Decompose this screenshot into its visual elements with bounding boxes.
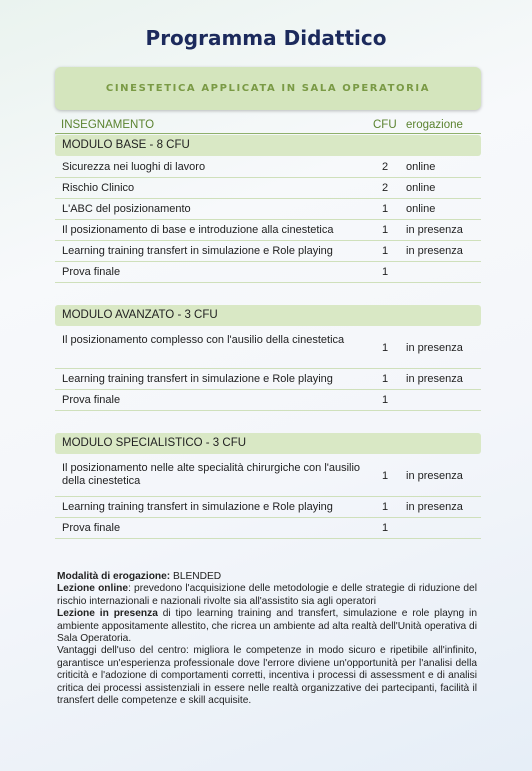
row-cfu: 2 — [381, 182, 389, 194]
row-mode: online — [406, 161, 436, 173]
row-cfu: 1 — [381, 470, 389, 482]
presenza-text: di tipo learning training and transfert, simulazione e role playng in ambiente appositamente allestito, che ricrea un ambiente ad alta realtà dell'Unità operativa di Sala Operatoria. — [57, 608, 477, 645]
row-mode: in presenza — [406, 224, 463, 236]
table-row — [55, 199, 481, 220]
header-divider — [55, 133, 481, 134]
column-header-erogazione: erogazione — [406, 119, 463, 131]
row-name: Sicurezza nei luoghi di lavoro — [62, 161, 206, 173]
row-cfu: 1 — [381, 522, 389, 534]
row-mode: in presenza — [406, 342, 463, 354]
online-text: : prevedono l'acquisizione delle metodologie e delle strategie di riduzione del rischio internazionali e nazionali rivolte sia all'assistito sia agli operatori — [57, 583, 477, 607]
row-cfu: 1 — [381, 224, 389, 236]
table-row — [55, 390, 481, 411]
row-cfu: 1 — [381, 373, 389, 385]
table-row — [55, 241, 481, 262]
course-banner: CINESTETICA APPLICATA IN SALA OPERATORIA — [55, 67, 481, 110]
table-row — [55, 262, 481, 283]
table-row — [55, 157, 481, 178]
row-mode: in presenza — [406, 245, 463, 257]
delivery-notes — [57, 571, 477, 707]
table-row — [55, 178, 481, 199]
column-header-cfu: CFU — [373, 119, 397, 131]
module-header-avanzato: MODULO AVANZATO - 3 CFU — [55, 305, 481, 326]
row-name: Prova finale — [62, 266, 121, 278]
presenza-paragraph — [57, 608, 477, 645]
row-name: Learning training transfert in simulazione e Role playing — [62, 373, 333, 385]
modalita-value: BLENDED — [170, 571, 222, 582]
row-name: Prova finale — [62, 522, 121, 534]
row-name: Learning training transfert in simulazione e Role playing — [62, 245, 333, 257]
row-cfu: 1 — [381, 394, 389, 406]
table-row — [55, 456, 481, 497]
row-cfu: 1 — [381, 501, 389, 513]
row-mode: in presenza — [406, 373, 463, 385]
row-mode: in presenza — [406, 501, 463, 513]
row-mode: online — [406, 203, 436, 215]
table-row — [55, 497, 481, 518]
row-mode: online — [406, 182, 436, 194]
table-row — [55, 220, 481, 241]
row-cfu: 1 — [381, 245, 389, 257]
module-header-specialistico: MODULO SPECIALISTICO - 3 CFU — [55, 433, 481, 454]
module-header-base: MODULO BASE - 8 CFU — [55, 135, 481, 156]
row-name: Il posizionamento di base e introduzione alla cinestetica — [62, 224, 334, 236]
vantaggi-paragraph: Vantaggi dell'uso del centro: migliora le competenze in modo sicuro e ripetibile all'infinito, garantisce un'esperienza professionale dove l'errore diviene un'opportunità per l'analisi della criticità e l'adozione di comportamenti corretti, incentiva i processi di assessment e di analisi critica dei processi assistenziali in essere nelle realtà organizzative dei partecipanti, facilità il transfert delle competenze e skill acquisite. — [57, 645, 477, 707]
table-row — [55, 328, 481, 369]
row-cfu: 2 — [381, 161, 389, 173]
page-title: Programma Didattico — [145, 26, 387, 50]
row-cfu: 1 — [381, 342, 389, 354]
online-label: Lezione online — [57, 583, 129, 595]
table-row — [55, 369, 481, 390]
presenza-label: Lezione in presenza — [57, 608, 158, 620]
table-row — [55, 518, 481, 539]
row-name: Rischio Clinico — [62, 182, 135, 194]
row-name: Il posizionamento nelle alte specialità chirurgiche con l'ausilio della cinestetica — [62, 462, 361, 487]
row-name: Prova finale — [62, 394, 121, 406]
row-name: L'ABC del posizionamento — [62, 203, 191, 215]
modalita-label: Modalità di erogazione: — [57, 571, 171, 582]
modalita-line — [57, 571, 477, 583]
row-cfu: 1 — [381, 203, 389, 215]
row-name: Learning training transfert in simulazione e Role playing — [62, 501, 333, 513]
column-header-insegnamento: INSEGNAMENTO — [61, 119, 155, 131]
online-paragraph — [57, 583, 477, 608]
row-mode: in presenza — [406, 470, 463, 482]
row-cfu: 1 — [381, 266, 389, 278]
row-name: Il posizionamento complesso con l'ausilio della cinestetica — [62, 334, 345, 346]
